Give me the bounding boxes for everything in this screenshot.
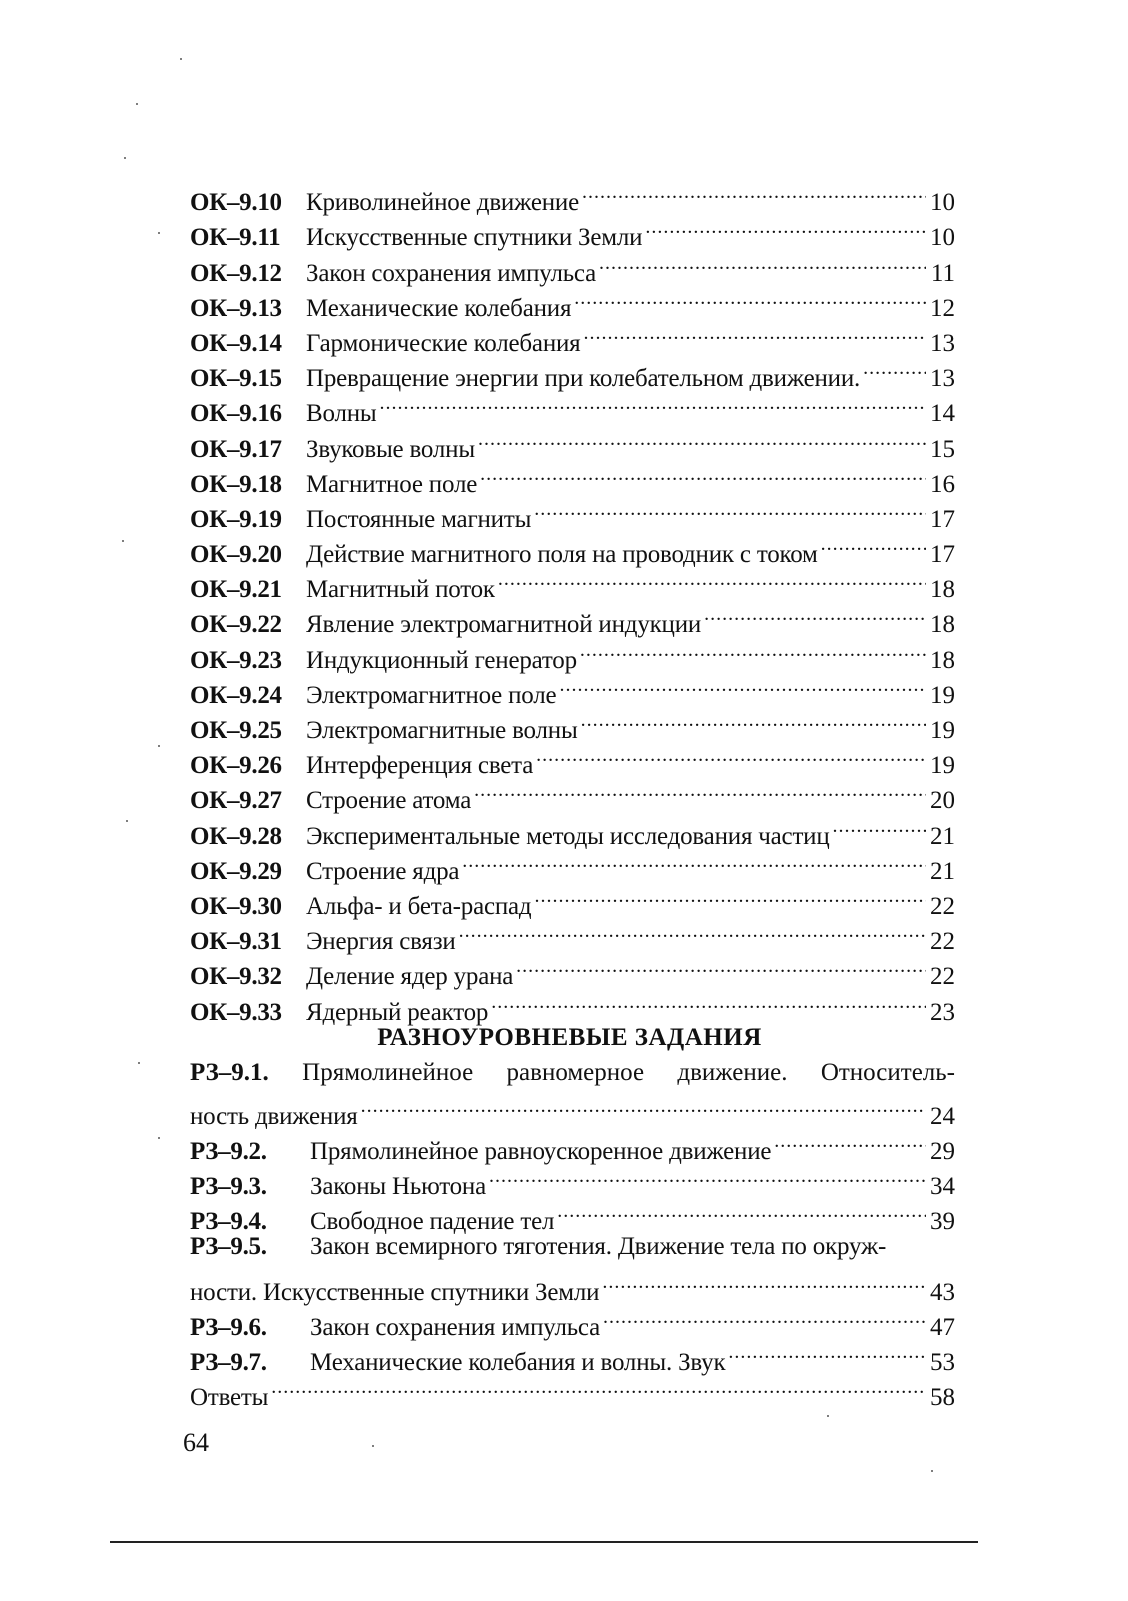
page-ref: 21 xyxy=(930,822,955,850)
entry-code: ОК–9.32 xyxy=(190,963,282,991)
rz-entries-a xyxy=(190,1124,955,1236)
dot-leader xyxy=(459,914,926,949)
scan-speck xyxy=(122,540,124,542)
page-ref: 19 xyxy=(930,752,955,780)
entry-title: Магнитное поле xyxy=(306,470,478,498)
entry-title: Строение ядра xyxy=(306,857,460,885)
entry-title: Свободное падение тел xyxy=(310,1208,555,1236)
dot-leader xyxy=(474,773,926,808)
dot-leader xyxy=(534,879,926,914)
dot-leader xyxy=(574,281,926,316)
entry-code: ОК–9.14 xyxy=(190,329,282,357)
entry-title: Явление электромагнитной индукции xyxy=(306,611,702,639)
entry-title: Закон сохранения импульса xyxy=(306,259,597,287)
entry-title: Интерференция света xyxy=(306,752,534,780)
entry-code: РЗ–9.7. xyxy=(190,1349,267,1376)
page-ref: 24 xyxy=(930,1102,955,1130)
ok-entries xyxy=(190,175,955,1026)
page-ref: 13 xyxy=(930,365,955,393)
scan-speck xyxy=(158,1137,160,1139)
dot-leader xyxy=(380,386,927,421)
page-ref: 14 xyxy=(930,400,955,428)
entry-code: ОК–9.12 xyxy=(190,259,282,287)
dot-leader xyxy=(489,1159,926,1194)
entry-title: Закон сохранения импульса xyxy=(310,1313,601,1341)
entry-code: РЗ–9.4. xyxy=(190,1208,267,1236)
page-ref: 13 xyxy=(930,329,955,357)
rz-entry-1 xyxy=(190,1056,955,1130)
page-ref: 19 xyxy=(930,681,955,709)
dot-leader xyxy=(480,457,926,492)
dot-leader xyxy=(498,562,926,597)
entry-code: ОК–9.23 xyxy=(190,646,282,674)
page-ref: 11 xyxy=(930,259,955,287)
page-ref: 18 xyxy=(930,611,955,639)
dot-leader xyxy=(863,351,926,386)
dot-leader xyxy=(728,1335,926,1370)
scan-speck xyxy=(827,1415,829,1417)
rz-entry-5-line2 xyxy=(190,1264,955,1306)
dot-leader xyxy=(704,597,926,632)
entry-title: Строение атома xyxy=(306,787,472,815)
dot-leader xyxy=(602,1264,926,1299)
entry-title: Экспериментальные методы исследования частиц xyxy=(306,822,830,850)
entry-code: ОК–9.16 xyxy=(190,400,282,428)
dot-leader xyxy=(581,703,926,738)
page-ref: 34 xyxy=(930,1173,955,1201)
entry-title: Искусственные спутники Земли xyxy=(306,224,643,252)
page-ref: 19 xyxy=(930,717,955,744)
page-ref: 23 xyxy=(930,998,955,1026)
entry-title: Деление ядер урана xyxy=(306,963,514,991)
dot-leader xyxy=(559,668,926,703)
dot-leader xyxy=(557,1194,926,1229)
entry-code: ОК–9.21 xyxy=(190,576,282,604)
page-ref: 18 xyxy=(930,576,955,604)
dot-leader xyxy=(536,738,926,773)
entry-title: Звуковые волны xyxy=(306,435,475,463)
entry-code: ОК–9.19 xyxy=(190,505,282,533)
entry-code: ОК–9.24 xyxy=(190,681,282,709)
page-ref: 29 xyxy=(930,1137,955,1165)
dot-leader xyxy=(271,1370,926,1405)
page-ref: 10 xyxy=(930,224,955,252)
entry-title: Индукционный генератор xyxy=(306,646,577,674)
answers-title: Ответы xyxy=(190,1384,269,1412)
page-ref: 53 xyxy=(930,1349,955,1376)
entry-code: ОК–9.29 xyxy=(190,857,282,885)
entry-code: РЗ–9.2. xyxy=(190,1137,267,1165)
rz-entry-1-line1 xyxy=(190,1056,955,1089)
entry-title: Электромагнитные волны xyxy=(306,717,578,744)
answers-entry xyxy=(190,1370,955,1412)
entry-title: Постоянные магниты xyxy=(306,505,532,533)
entry-title: Энергия связи xyxy=(306,928,456,956)
dot-leader xyxy=(582,175,926,210)
entry-code: ОК–9.17 xyxy=(190,435,282,463)
entry-code: ОК–9.28 xyxy=(190,822,282,850)
page-ref: 15 xyxy=(930,435,955,463)
dot-leader xyxy=(534,492,926,527)
scan-speck xyxy=(138,1062,140,1064)
scan-speck xyxy=(180,58,182,60)
rz-word: равномерное xyxy=(506,1058,645,1086)
bottom-rule xyxy=(110,1541,978,1543)
entry-title: Гармонические колебания xyxy=(306,329,581,357)
scan-speck xyxy=(124,157,126,159)
entry-code: РЗ–9.6. xyxy=(190,1313,267,1341)
dot-leader xyxy=(603,1300,926,1335)
page-ref: 22 xyxy=(930,963,955,991)
dot-leader xyxy=(580,632,926,667)
entry-title: Действие магнитного поля на проводник с током xyxy=(306,541,818,569)
entry-title: Волны xyxy=(306,400,377,428)
scan-speck xyxy=(158,745,160,747)
scan-speck xyxy=(931,1470,933,1472)
page-ref: 39 xyxy=(930,1208,955,1236)
entry-code: ОК–9.33 xyxy=(190,998,282,1026)
rz-word: движение. xyxy=(677,1058,788,1086)
dot-leader xyxy=(516,949,926,984)
rz-title-cont: ности. Искусственные спутники Земли xyxy=(190,1278,600,1306)
page-ref: 20 xyxy=(930,787,955,815)
entry-code: ОК–9.26 xyxy=(190,752,282,780)
rz-word: Прямолинейное xyxy=(302,1058,474,1086)
scan-speck xyxy=(158,232,160,234)
dot-leader xyxy=(645,210,926,245)
entry-title: Альфа- и бета-распад xyxy=(306,892,532,920)
rz-word: Относитель- xyxy=(820,1058,955,1086)
entry-title: Законы Ньютона xyxy=(310,1173,486,1201)
dot-leader xyxy=(478,421,926,456)
entry-code: ОК–9.15 xyxy=(190,365,282,393)
page-ref: 18 xyxy=(930,646,955,674)
rz-code: РЗ–9.5. xyxy=(190,1233,267,1261)
page-number: 64 xyxy=(183,1428,209,1457)
dot-leader xyxy=(462,844,926,879)
entry-title: Прямолинейное равноускоренное движение xyxy=(310,1137,772,1165)
rz-title-cont: ность движения xyxy=(190,1102,358,1130)
entry-code: ОК–9.31 xyxy=(190,928,282,956)
dot-leader xyxy=(774,1124,926,1159)
entry-code: ОК–9.13 xyxy=(190,294,282,322)
page-ref: 22 xyxy=(930,928,955,956)
rz-code: РЗ–9.1. xyxy=(190,1058,269,1086)
page-ref: 47 xyxy=(930,1313,955,1341)
entry-title: Электромагнитное поле xyxy=(306,681,557,709)
entry-code: ОК–9.27 xyxy=(190,787,282,815)
page-ref: 12 xyxy=(930,294,955,322)
entry-title: Ядерный реактор xyxy=(306,998,489,1026)
entry-code: ОК–9.30 xyxy=(190,892,282,920)
entry-code: ОК–9.10 xyxy=(190,189,282,217)
entry-code: ОК–9.22 xyxy=(190,611,282,639)
entry-title: Механические колебания xyxy=(306,294,572,322)
rz-entry-5-line1 xyxy=(190,1229,955,1264)
rz-entries-b xyxy=(190,1300,955,1376)
rz-entry-5 xyxy=(190,1229,955,1306)
page-ref: 22 xyxy=(930,892,955,920)
page-ref: 16 xyxy=(930,470,955,498)
entry-code: ОК–9.11 xyxy=(190,224,281,252)
table-of-contents xyxy=(190,175,955,1412)
entry-title: Механические колебания и волны. Звук xyxy=(310,1349,726,1376)
rz-entry-1-line2 xyxy=(190,1089,955,1130)
page-ref: 17 xyxy=(930,541,955,569)
page-ref: 10 xyxy=(930,189,955,217)
section-heading: РАЗНОУРОВНЕВЫЕ ЗАДАНИЯ xyxy=(377,1023,762,1051)
dot-leader xyxy=(491,984,926,1019)
entry-code: ОК–9.20 xyxy=(190,541,282,569)
rz-title: Закон всемирного тяготения. Движение тела по окруж- xyxy=(310,1233,887,1261)
page-ref: 21 xyxy=(930,857,955,885)
toc-entry xyxy=(190,175,955,217)
dot-leader xyxy=(583,316,926,351)
entry-code: РЗ–9.3. xyxy=(190,1173,267,1201)
dot-leader xyxy=(361,1089,926,1124)
entry-code: ОК–9.18 xyxy=(190,470,282,498)
page-ref: 58 xyxy=(930,1384,955,1412)
entry-title: Магнитный поток xyxy=(306,576,495,604)
dot-leader xyxy=(821,527,926,562)
page-ref: 17 xyxy=(930,505,955,533)
entry-title: Превращение энергии при колебательном движении. xyxy=(306,365,861,393)
entry-code: ОК–9.25 xyxy=(190,717,282,744)
dot-leader xyxy=(599,245,926,280)
scan-speck xyxy=(126,820,128,822)
dot-leader xyxy=(833,808,926,843)
scan-speck xyxy=(136,103,138,105)
entry-title: Криволинейное движение xyxy=(306,189,579,217)
scan-speck xyxy=(372,1445,374,1447)
page-ref: 43 xyxy=(930,1278,955,1306)
